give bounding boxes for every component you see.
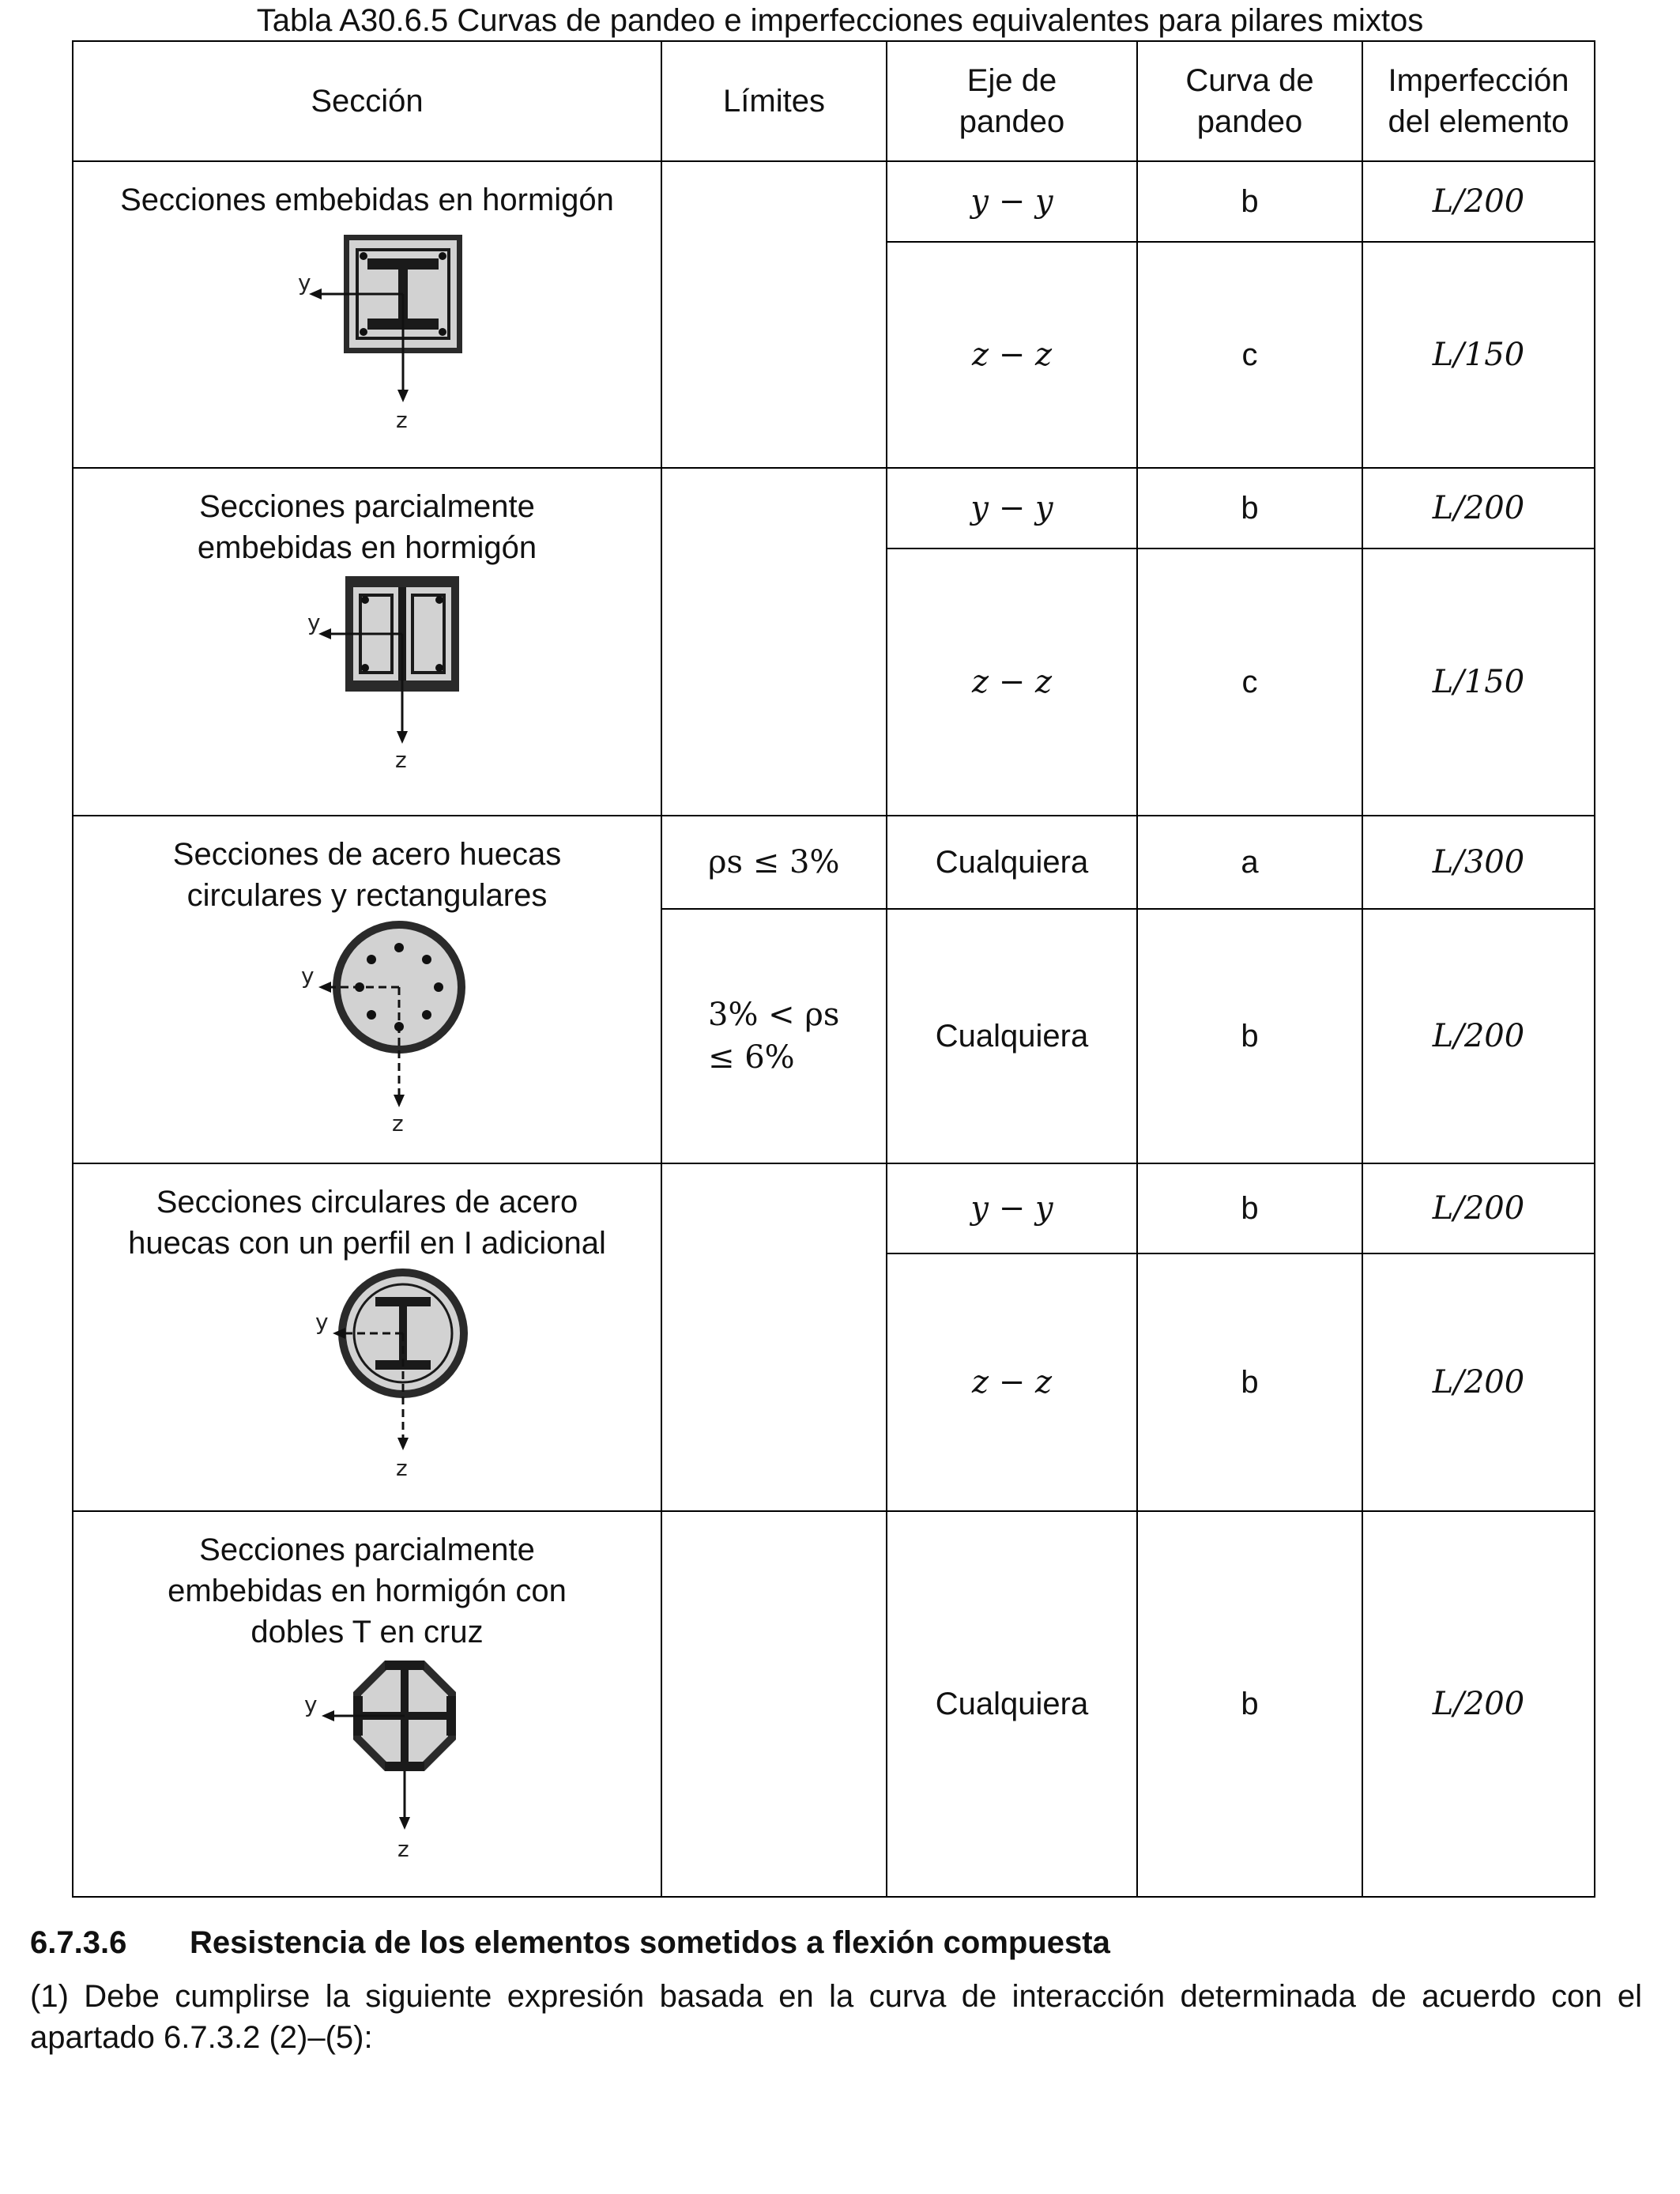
curva-cell: b [1137, 468, 1362, 548]
limit-cell [661, 1511, 887, 1897]
axis-z-label: z [397, 1836, 409, 1862]
eje-cell: Cualquiera [887, 909, 1137, 1163]
section-cell-embebidas [73, 161, 661, 468]
eje-cell: y − y [887, 1163, 1137, 1253]
cruciform-section-figure [249, 1653, 486, 1866]
body-paragraph: (1) Debe cumplirse la siguiente expresión basada en la curva de interacción determinada de acuerdo con el apartado 6.7.3.2 (2)–(5): [30, 1979, 1642, 2055]
table-row [73, 816, 1595, 909]
section-label [73, 816, 661, 916]
eje-cell: y − y [887, 161, 1137, 242]
axis-y-label: y [303, 1691, 318, 1717]
imp-cell: L/150 [1362, 548, 1595, 816]
buckling-curves-table [72, 40, 1595, 1898]
curva-cell: c [1137, 548, 1362, 816]
header-eje-line2: pandeo [959, 104, 1065, 139]
header-eje-line1: Eje de [966, 63, 1057, 98]
section-label-line2: circulares y rectangulares [186, 878, 548, 913]
header-curva [1137, 41, 1362, 161]
table-row [73, 1163, 1595, 1253]
section-label-line1: Secciones circulares de acero [156, 1185, 578, 1220]
axis-z-label: z [395, 1455, 408, 1481]
imp-cell: L/200 [1362, 1253, 1595, 1511]
axis-y-label: y [300, 963, 315, 989]
section-cell-huecas [73, 816, 661, 1163]
header-imp-line2: del elemento [1388, 104, 1569, 139]
section-heading [30, 1922, 1110, 1963]
table-header-row [73, 41, 1595, 161]
table-row [73, 468, 1595, 548]
section-cell-circulares-perfil-i [73, 1163, 661, 1511]
section-cell-parcialmente [73, 468, 661, 816]
partially-encased-section-figure [249, 568, 486, 774]
curva-cell: a [1137, 816, 1362, 909]
encased-section-figure [249, 221, 486, 434]
limit-line2: ≤ 6% [708, 1039, 795, 1076]
curva-cell: b [1137, 1163, 1362, 1253]
section-label [73, 469, 661, 568]
imp-cell: L/200 [1362, 1163, 1595, 1253]
header-curva-line2: pandeo [1196, 104, 1303, 139]
section-label-line3: dobles T en cruz [250, 1615, 484, 1649]
section-label-line2: embebidas en hormigón [197, 530, 537, 565]
section-cell-dobles-t [73, 1511, 661, 1897]
circular-with-i-section-figure [249, 1264, 486, 1485]
imp-cell: L/200 [1362, 1511, 1595, 1897]
limit-cell: ρs ≤ 3% [661, 816, 887, 909]
section-label-line2: huecas con un perfil en I adicional [128, 1226, 606, 1261]
eje-cell: Cualquiera [887, 816, 1137, 909]
table-caption: Tabla A30.6.5 Curvas de pandeo e imperfecciones equivalentes para pilares mixtos [256, 3, 1424, 38]
axis-y-label: y [315, 1309, 329, 1335]
curva-cell: b [1137, 161, 1362, 242]
header-curva-line1: Curva de [1185, 63, 1314, 98]
eje-cell: z − z [887, 242, 1137, 468]
axis-z-label: z [391, 1110, 404, 1137]
axis-z-label: z [394, 747, 407, 773]
eje-cell: z − z [887, 548, 1137, 816]
limit-line1: 3% < ρs [708, 997, 840, 1033]
section-label-line1: Secciones de acero huecas [172, 837, 562, 872]
limit-cell [661, 1163, 887, 1511]
curva-cell: b [1137, 909, 1362, 1163]
eje-cell: Cualquiera [887, 1511, 1137, 1897]
section-label-line2: embebidas en hormigón con [168, 1574, 567, 1608]
header-imperfeccion [1362, 41, 1595, 161]
imp-cell: L/150 [1362, 242, 1595, 468]
header-eje [887, 41, 1137, 161]
section-title: Resistencia de los elementos sometidos a flexión compuesta [190, 1925, 1110, 1960]
section-label-line1: Secciones parcialmente [199, 1532, 535, 1567]
axis-y-label: y [307, 609, 321, 635]
section-label [73, 1512, 661, 1653]
limit-cell [661, 468, 887, 816]
section-label [73, 1164, 661, 1264]
section-label: Secciones embebidas en hormigón [120, 183, 614, 217]
imp-cell: L/200 [1362, 468, 1595, 548]
eje-cell: y − y [887, 468, 1137, 548]
limit-cell [661, 161, 887, 468]
curva-cell: c [1137, 242, 1362, 468]
imp-cell: L/300 [1362, 816, 1595, 909]
section-label-line1: Secciones parcialmente [199, 489, 535, 524]
table-row [73, 1511, 1595, 1897]
header-limites: Límites [661, 41, 887, 161]
header-seccion: Sección [73, 41, 661, 161]
imp-cell: L/200 [1362, 909, 1595, 1163]
header-imp-line1: Imperfección [1388, 63, 1569, 98]
curva-cell: b [1137, 1253, 1362, 1511]
curva-cell: b [1137, 1511, 1362, 1897]
table-row [73, 161, 1595, 242]
eje-cell: z − z [887, 1253, 1137, 1511]
imp-cell: L/200 [1362, 161, 1595, 242]
limit-cell [661, 909, 887, 1163]
axis-y-label: y [297, 270, 311, 296]
axis-z-label: z [395, 407, 408, 433]
hollow-circular-section-figure [249, 916, 486, 1137]
section-number: 6.7.3.6 [30, 1925, 127, 1960]
